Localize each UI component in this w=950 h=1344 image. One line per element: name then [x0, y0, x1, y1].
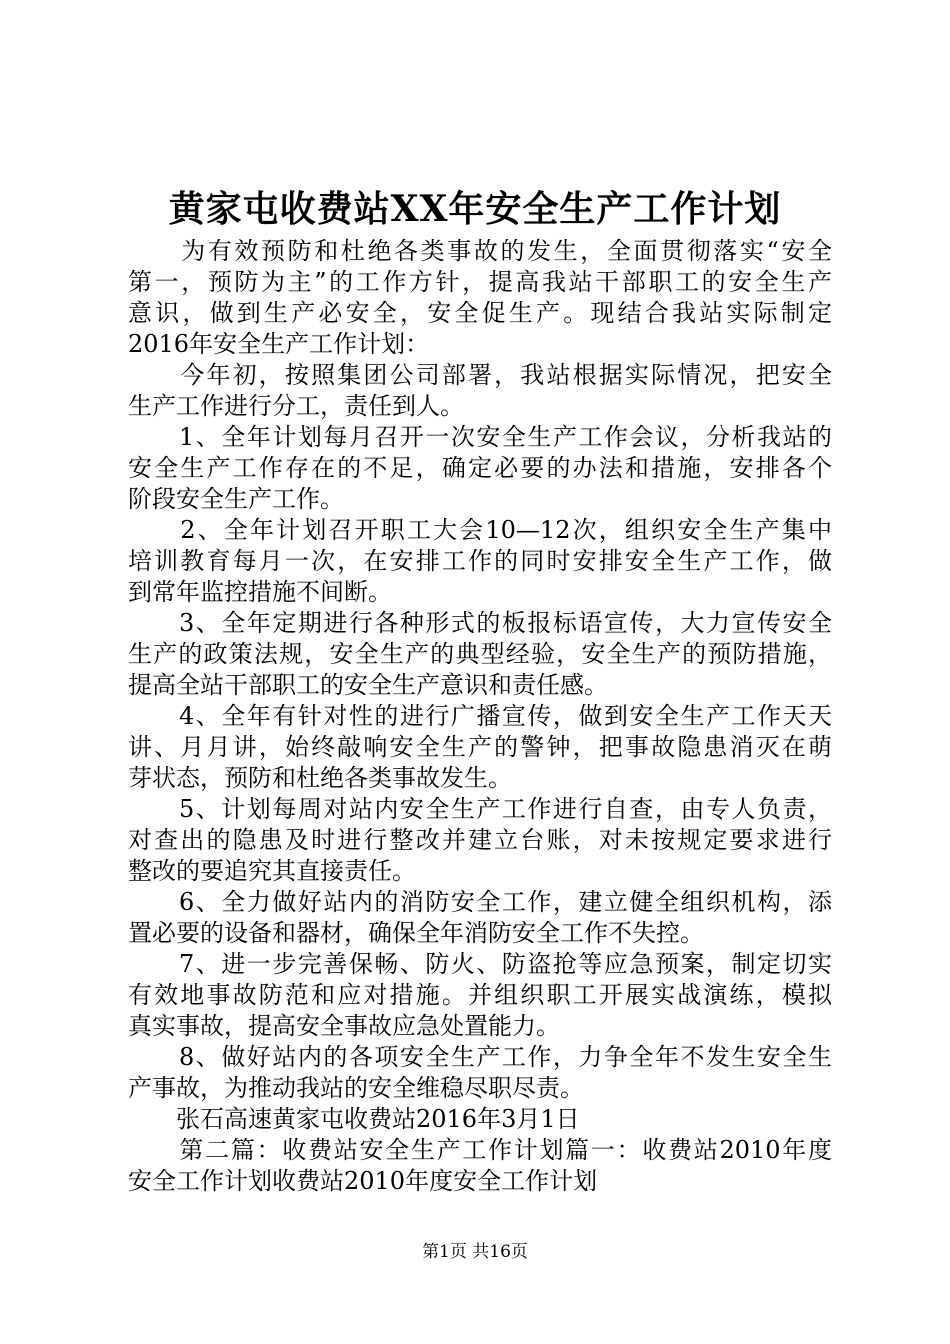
text-line: 芽状态，预防和杜绝各类事故发生。 — [128, 764, 512, 792]
document-body — [128, 236, 832, 1197]
paragraph — [128, 608, 832, 701]
text-line: 真实事故，提高安全事故应急处置能力。 — [128, 1012, 560, 1040]
text-line: 安全工作计划收费站2010年度安全工作计划 — [128, 1167, 598, 1195]
text-line: 讲、月月讲，始终敲响安全生产的警钟，把事故隐患消灭在萌 — [128, 733, 832, 761]
text-line: 第一，预防为主”的工作方针，提高我站干部职工的安全生产 — [128, 268, 832, 296]
paragraph — [128, 949, 832, 1042]
paragraph — [128, 887, 832, 949]
paragraph — [128, 1135, 832, 1197]
text-line: 提高全站干部职工的安全生产意识和责任感。 — [128, 671, 608, 699]
text-line: 张石高速黄家屯收费站2016年3月1日 — [128, 1105, 580, 1133]
text-line: 5、计划每周对站内安全生产工作进行自查，由专人负责， — [128, 795, 832, 823]
text-line: 到常年监控措施不间断。 — [128, 578, 392, 606]
text-line: 整改的要追究其直接责任。 — [128, 857, 416, 885]
paragraph — [128, 701, 832, 794]
text-line: 今年初，按照集团公司部署，我站根据实际情况，把安全 — [128, 361, 832, 389]
text-line: 阶段安全生产工作。 — [128, 485, 344, 513]
document-title: 黄家屯收费站XX年安全生产工作计划 — [168, 188, 782, 230]
text-line: 1、全年计划每月召开一次安全生产工作会议，分析我站的 — [128, 423, 832, 451]
text-line: 2016年安全生产工作计划： — [128, 330, 430, 358]
text-line: 生产的政策法规，安全生产的典型经验，安全生产的预防措施， — [128, 640, 832, 668]
paragraph — [128, 360, 832, 422]
text-line: 培训教育每月一次，在安排工作的同时安排安全生产工作，做 — [128, 547, 832, 575]
text-line: 安全生产工作存在的不足，确定必要的办法和措施，安排各个 — [128, 454, 832, 482]
text-line: 第二篇：收费站安全生产工作计划篇一：收费站2010年度 — [128, 1136, 832, 1164]
text-line: 对查出的隐患及时进行整改并建立台账，对未按规定要求进行 — [128, 826, 832, 854]
text-line: 8、做好站内的各项安全生产工作，力争全年不发生安全生 — [128, 1043, 832, 1071]
paragraph — [128, 515, 832, 608]
text-line: 生产工作进行分工，责任到人。 — [128, 392, 464, 420]
paragraph — [128, 1104, 832, 1135]
paragraph — [128, 236, 832, 360]
text-line: 有效地事故防范和应对措施。并组织职工开展实战演练，模拟 — [128, 981, 832, 1009]
text-line: 6、全力做好站内的消防安全工作，建立健全组织机构，添 — [128, 888, 832, 916]
paragraph — [128, 422, 832, 515]
paragraph — [128, 794, 832, 887]
text-line: 7、进一步完善保畅、防火、防盗抢等应急预案，制定切实 — [128, 950, 832, 978]
text-line: 2、全年计划召开职工大会10—12次，组织安全生产集中 — [128, 516, 832, 544]
paragraph — [128, 1042, 832, 1104]
text-line: 3、全年定期进行各种形式的板报标语宣传，大力宣传安全 — [128, 609, 832, 637]
text-line: 4、全年有针对性的进行广播宣传，做到安全生产工作天天 — [128, 702, 832, 730]
text-line: 为有效预防和杜绝各类事故的发生，全面贯彻落实“安全 — [128, 237, 832, 265]
page-footer: 第1页 共16页 — [422, 1242, 528, 1262]
text-line: 意识，做到生产必安全，安全促生产。现结合我站实际制定 — [128, 299, 832, 327]
text-line: 产事故，为推动我站的安全维稳尽职尽责。 — [128, 1074, 584, 1102]
text-line: 置必要的设备和器材，确保全年消防安全工作不失控。 — [128, 919, 704, 947]
